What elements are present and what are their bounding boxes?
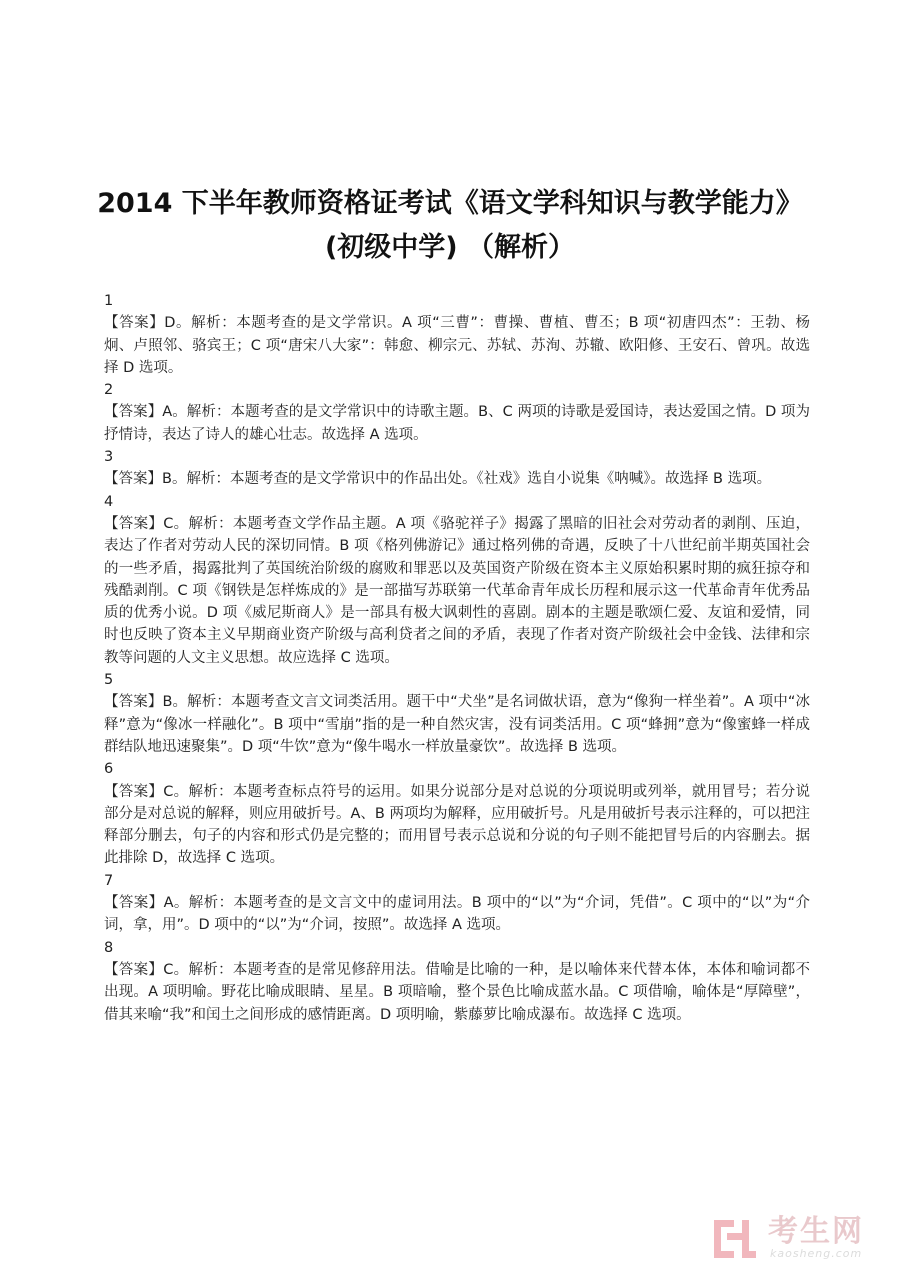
page-title bbox=[60, 182, 840, 270]
answer-text: 【答案】B。解析：本题考查文言文词类活用。题干中“犬坐”是名词做状语，意为“像狗一样坐着”。A 项中“冰释”意为“像冰一样融化”。B 项中“雪崩”指的是一种自然灾害，没有词类活用。C 项“蜂拥”意为“像蜜蜂一样成群结队地迅速聚集”。D 项“牛饮”意为“像牛喝水一样放量豪饮”。故选择 B 选项。 bbox=[104, 694, 810, 755]
answer-item bbox=[104, 669, 810, 758]
answer-item bbox=[104, 870, 810, 937]
question-number: 6 bbox=[104, 761, 114, 778]
answer-text: 【答案】C。解析：本题考查文学作品主题。A 项《骆驼祥子》揭露了黑暗的旧社会对劳动者的剥削、压迫，表达了作者对劳动人民的深切同情。B 项《格列佛游记》通过格列佛的奇遇，反映了十八世纪前半期英国社会的一些矛盾，揭露批判了英国统治阶级的腐败和罪恶以及英国资产阶级在资本主义原始积累时期的疯狂掠夺和残酷剥削。C 项《钢铁是怎样炼成的》是一部描写苏联第一代革命青年成长历程和展示这一代革命青年优秀品质的优秀小说。D 项《威尼斯商人》是一部具有极大讽刺性的喜剧。剧本的主题是歌颂仁爱、友谊和爱情，同时也反映了资本主义早期商业资产阶级与高利贷者之间的矛盾，表现了作者对资产阶级社会中金钱、法律和宗教等问题的人文主义思想。故应选择 C 选项。 bbox=[104, 515, 810, 666]
question-number: 4 bbox=[104, 493, 114, 510]
question-number: 3 bbox=[104, 449, 114, 466]
answer-text: 【答案】A。解析：本题考查的是文言文中的虚词用法。B 项中的“以”为“介词，凭借”。C 项中的“以”为“介词，拿，用”。D 项中的“以”为“介词，按照”。故选择 A 选项。 bbox=[104, 895, 810, 934]
watermark-site-name: 考生网 bbox=[768, 1214, 864, 1249]
question-number: 5 bbox=[104, 672, 114, 689]
watermark-site-url: kaosheng.com bbox=[770, 1247, 863, 1260]
question-number: 7 bbox=[104, 872, 114, 889]
answer-text: 【答案】A。解析：本题考查的是文学常识中的诗歌主题。B、C 两项的诗歌是爱国诗，表达爱国之情。D 项为抒情诗，表达了诗人的雄心壮志。故选择 A 选项。 bbox=[104, 404, 810, 443]
logo-bar-top bbox=[714, 1220, 734, 1227]
watermark bbox=[712, 1214, 892, 1264]
logo-bar-foot bbox=[742, 1251, 756, 1258]
answer-item bbox=[104, 446, 810, 491]
title-line-1: 2014 下半年教师资格证考试《语文学科知识与教学能力》 bbox=[97, 188, 803, 219]
answer-item bbox=[104, 491, 810, 669]
question-number: 8 bbox=[104, 939, 114, 956]
answer-item bbox=[104, 379, 810, 446]
answer-item bbox=[104, 758, 810, 869]
answer-item bbox=[104, 937, 810, 1026]
answer-text: 【答案】C。解析：本题考查的是常见修辞用法。借喻是比喻的一种，是以喻体来代替本体，本体和喻词都不出现。A 项明喻。野花比喻成眼睛、星星。B 项暗喻，整个景色比喻成蓝水晶。C 项借喻，喻体是“厚障壁”，借其来喻“我”和闰土之间形成的感情距离。D 项明喻，紫藤萝比喻成瀑布。故选择 C 选项。 bbox=[104, 961, 810, 1023]
answer-item bbox=[104, 290, 810, 379]
answer-text: 【答案】C。解析：本题考查标点符号的运用。如果分说部分是对总说的分项说明或列举，就用冒号；若分说部分是对总说的解释，则应用破折号。A、B 两项均为解释，应用破折号。凡是用破折号表示注释的，可以把注释部分删去，句子的内容和形式仍是完整的；而用冒号表示总说和分说的句子则不能把冒号后的内容删去。据此排除 D，故选择 C 选项。 bbox=[104, 783, 810, 867]
answer-text: 【答案】D。解析：本题考查的是文学常识。A 项“三曹”：曹操、曹植、曹丕；B 项“初唐四杰”：王勃、杨炯、卢照邻、骆宾王；C 项“唐宋八大家”：韩愈、柳宗元、苏轼、苏洵、苏辙、欧阳修、王安石、曾巩。故选择 D 选项。 bbox=[104, 315, 810, 376]
logo-bar-bottom bbox=[714, 1251, 734, 1258]
answer-list bbox=[104, 290, 810, 1026]
title-line-2: (初级中学) （解析） bbox=[324, 232, 576, 263]
kaosheng-logo-icon bbox=[712, 1218, 758, 1260]
answer-text: 【答案】B。解析：本题考查的是文学常识中的作品出处。《社戏》选自小说集《呐喊》。故选择 B 选项。 bbox=[104, 471, 772, 488]
question-number: 1 bbox=[104, 293, 114, 309]
question-number: 2 bbox=[104, 382, 114, 399]
